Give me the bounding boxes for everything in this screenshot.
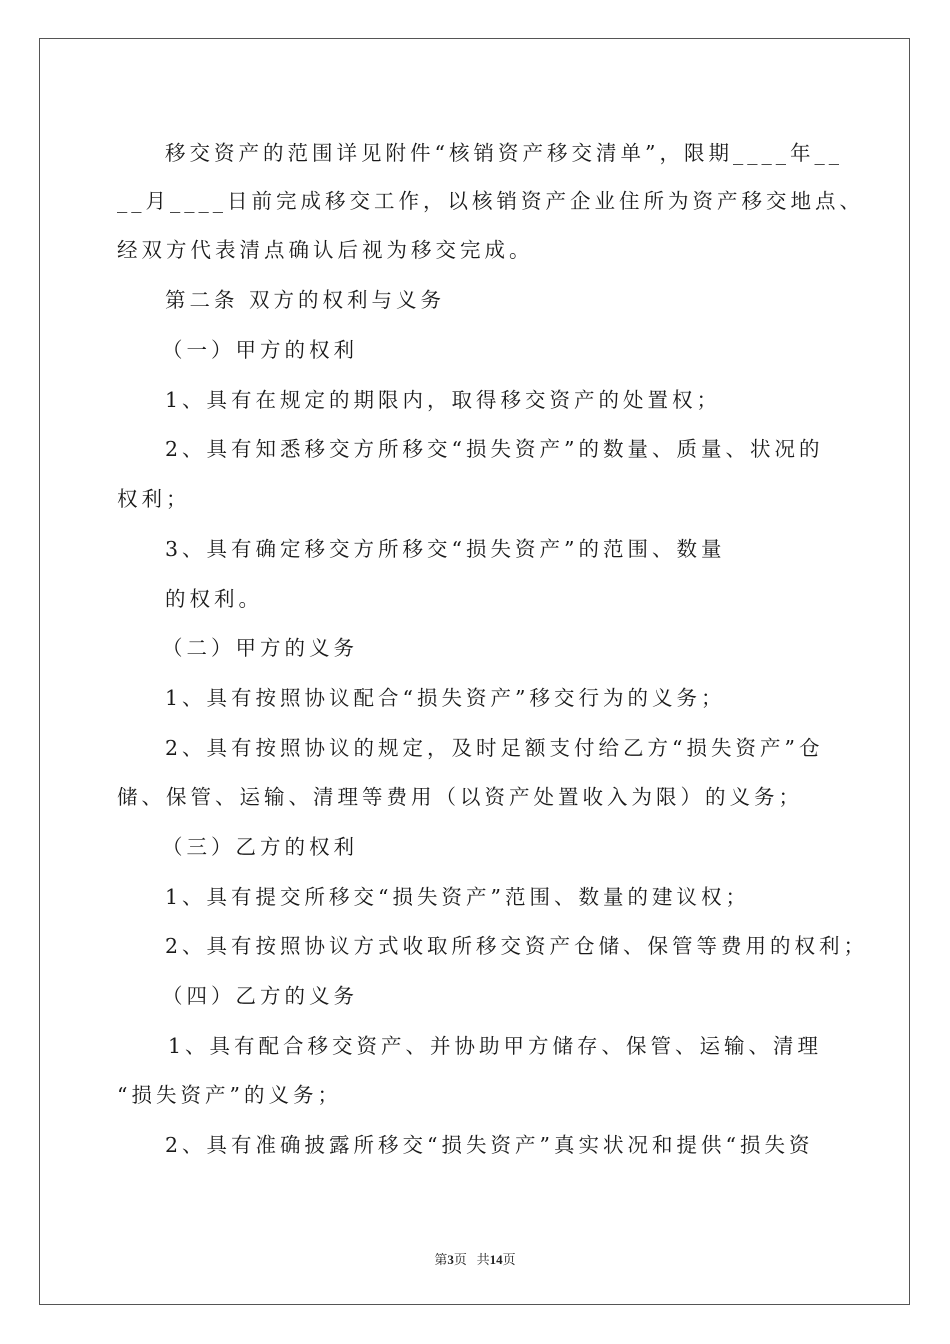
- footer-prefix: 第: [434, 1252, 448, 1267]
- paragraph-line: 的权利。: [165, 587, 263, 611]
- footer-total-prefix: 共: [476, 1252, 490, 1267]
- section-heading: 第二条 双方的权利与义务: [165, 288, 446, 312]
- footer-page-number: 3: [447, 1252, 454, 1267]
- subsection-heading: （二）甲方的义务: [162, 636, 358, 660]
- paragraph-line: 1、具有配合移交资产、并协助甲方储存、保管、运输、清理: [168, 1034, 823, 1058]
- paragraph-line: 2、具有准确披露所移交“损失资产”真实状况和提供“损失资: [165, 1133, 814, 1157]
- paragraph-line: 2、具有知悉移交方所移交“损失资产”的数量、质量、状况的: [165, 437, 824, 461]
- paragraph-line: 3、具有确定移交方所移交“损失资产”的范围、数量: [165, 537, 726, 561]
- paragraph-line: 经双方代表清点确认后视为移交完成。: [117, 238, 534, 262]
- subsection-heading: （四）乙方的义务: [162, 984, 358, 1008]
- paragraph-line: 2、具有按照协议的规定，及时足额支付给乙方“损失资产”仓: [165, 736, 824, 760]
- page-border: [39, 38, 910, 1305]
- paragraph-line: 移交资产的范围详见附件“核销资产移交清单”，限期____年__: [165, 141, 843, 165]
- page-footer: [0, 1249, 950, 1268]
- paragraph-line: __月____日前完成移交工作，以核销资产企业住所为资产移交地点、: [117, 189, 864, 213]
- paragraph-line: 2、具有按照协议方式收取所移交资产仓储、保管等费用的权利；: [165, 934, 869, 958]
- paragraph-line: 权利；: [117, 487, 191, 511]
- paragraph-line: 1、具有按照协议配合“损失资产”移交行为的义务；: [165, 686, 726, 710]
- paragraph-line: 储、保管、运输、清理等费用（以资产处置收入为限）的义务；: [117, 785, 803, 809]
- footer-page-suffix: 页: [453, 1252, 467, 1267]
- paragraph-line: “损失资产”的义务；: [117, 1083, 342, 1107]
- footer-total-pages: 14: [489, 1252, 503, 1267]
- paragraph-line: 1、具有在规定的期限内，取得移交资产的处置权；: [165, 388, 722, 412]
- footer-total-suffix: 页: [502, 1252, 516, 1267]
- subsection-heading: （一）甲方的权利: [162, 338, 358, 362]
- paragraph-line: 1、具有提交所移交“损失资产”范围、数量的建议权；: [165, 885, 751, 909]
- subsection-heading: （三）乙方的权利: [162, 835, 358, 859]
